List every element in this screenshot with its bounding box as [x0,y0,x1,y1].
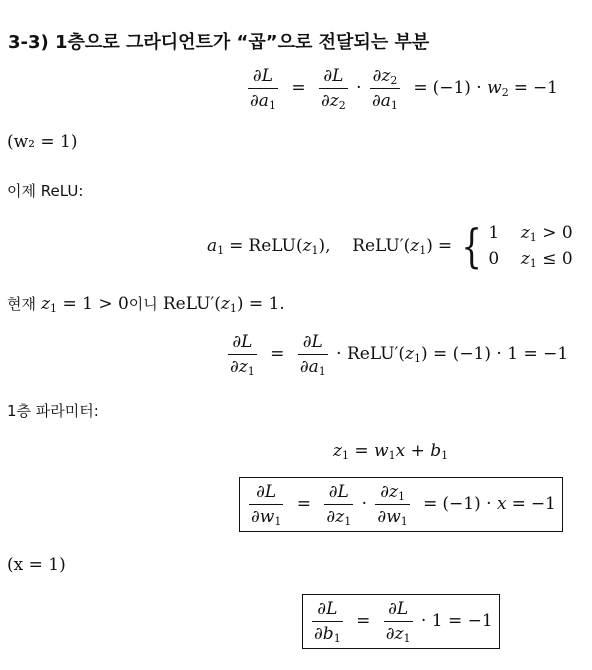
relu-intro-text: 이제 ReLU: [7,182,84,200]
equation-z1-definition: $z_1 = w_1x + b_1$ [333,441,449,462]
current-z1-statement: 현재 $z_1 = 1 > 0$이니 $ReLU'(z_1) = 1$. [7,294,285,315]
boxed-equation-dL-dw1: $\frac{\partial L}{\partial w_1}$ = $\frac{\partial L}{\partial z_1}$ · $\frac{\partial z_1}{\partial w_1}$ = (−1) · x = −1 [239,477,563,532]
equation-dL-dz1: $\frac{\partial L}{\partial z_1}$ = $\frac{\partial L}{\partial a_1}$ · $ReLU'(z_1) = (-1) \cdot 1 = -1$ [230,332,569,378]
layer1-params-intro: 1층 파라미터: [7,402,99,420]
w2-note: (w₂ = 1) [7,132,78,152]
boxed-equation-dL-db1: $\frac{\partial L}{\partial b_1}$ = $\frac{\partial L}{\partial z_1}$ · 1 = −1 [302,594,500,649]
x-note: (x = 1) [7,555,66,575]
section-heading: 3-3) 1층으로 그라디언트가 “곱”으로 전달되는 부분 [8,32,430,53]
equation-dL-da1: $\frac{\partial L}{\partial a_1}$ = $\frac{\partial L}{\partial z_2}$ · $\frac{\partial z_2}{\partial a_1}$ = $(-1) \cdot w_2 = -1$ [250,66,558,112]
equation-relu-definition: $a_1$ = $ReLU(z_1)$, $ReLU'(z_1)$ = { 1 $z_1 > 0$ 0 $z_1 \le 0$ [207,219,573,273]
